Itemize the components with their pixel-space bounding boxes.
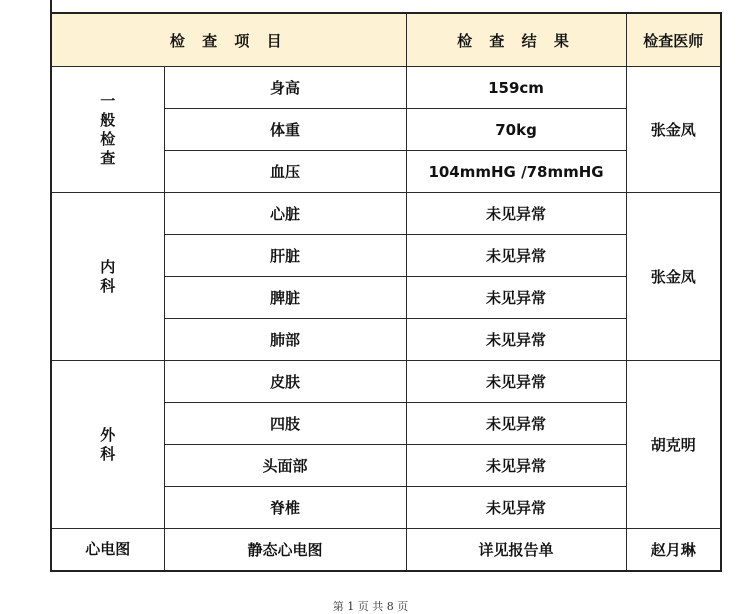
exam-result-cell: 详见报告单 [406,529,626,572]
exam-item-cell: 静态心电图 [164,529,406,572]
page-footer: 第 1 页 共 8 页 [332,600,409,613]
header-doctor: 检查医师 [626,13,721,67]
table-row [51,67,721,109]
exam-result-cell: 未见异常 [406,445,626,487]
table-row [51,361,721,403]
doctor-cell: 赵月琳 [626,529,721,572]
exam-results-table [50,12,722,572]
exam-result-cell: 未见异常 [406,319,626,361]
table-header-row [51,13,721,67]
exam-item-cell: 体重 [164,109,406,151]
category-char: 科 [100,276,116,295]
exam-item-cell: 四肢 [164,403,406,445]
doctor-cell: 张金凤 [626,67,721,193]
category-cell [51,193,164,361]
category-char: 般 [100,110,116,129]
exam-item-cell: 脾脏 [164,277,406,319]
category-char: 内 [100,257,116,276]
exam-item-cell: 心脏 [164,193,406,235]
header-exam-item: 检 查 项 目 [51,13,406,67]
category-char: 查 [100,148,116,167]
table-row [51,193,721,235]
exam-result-cell: 未见异常 [406,193,626,235]
header-exam-result: 检 查 结 果 [406,13,626,67]
exam-item-cell: 身高 [164,67,406,109]
category-cell [51,67,164,193]
exam-result-cell: 未见异常 [406,487,626,529]
category-char: 外 [100,425,116,444]
category-cell [51,361,164,529]
exam-item-cell: 脊椎 [164,487,406,529]
exam-result-cell: 未见异常 [406,277,626,319]
table-body [51,67,721,572]
exam-item-cell: 头面部 [164,445,406,487]
category-char: 一 [100,91,116,110]
exam-result-cell: 未见异常 [406,235,626,277]
exam-item-cell: 皮肤 [164,361,406,403]
exam-result-cell: 未见异常 [406,361,626,403]
exam-result-cell: 104mmHG /78mmHG [406,151,626,193]
exam-item-cell: 肺部 [164,319,406,361]
category-char: 科 [100,444,116,463]
exam-result-cell: 未见异常 [406,403,626,445]
exam-result-cell: 70kg [406,109,626,151]
doctor-cell: 胡克明 [626,361,721,529]
exam-result-cell: 159cm [406,67,626,109]
table-row [51,529,721,572]
category-cell: 心电图 [51,529,164,572]
category-char: 检 [100,129,116,148]
exam-item-cell: 血压 [164,151,406,193]
doctor-cell: 张金凤 [626,193,721,361]
exam-item-cell: 肝脏 [164,235,406,277]
